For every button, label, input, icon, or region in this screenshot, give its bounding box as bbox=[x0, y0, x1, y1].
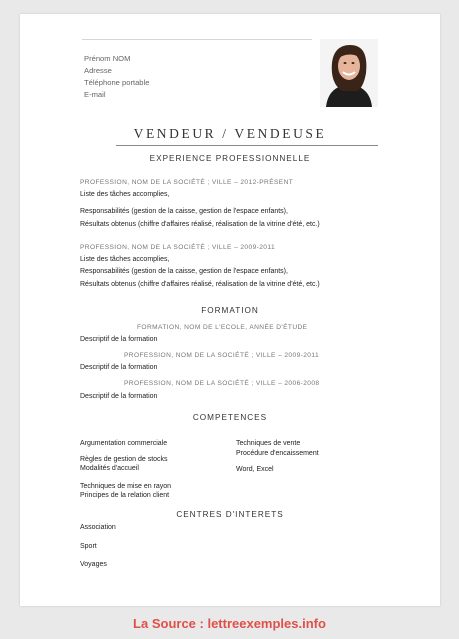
contact-email: E-mail bbox=[84, 90, 106, 99]
formation-header: PROFESSION, NOM DE LA SOCIÉTÉ ; VILLE – 2006-2008 bbox=[124, 380, 320, 387]
job-line: Liste des tâches accomplies, bbox=[80, 191, 170, 198]
contact-phone: Téléphone portable bbox=[84, 78, 150, 87]
interest-item: Association bbox=[80, 524, 116, 531]
formation-heading: FORMATION bbox=[201, 306, 259, 315]
competences-heading: COMPETENCES bbox=[192, 413, 268, 422]
skill-item: Règles de gestion de stocks bbox=[80, 456, 168, 463]
skill-item: Modalités d'accueil bbox=[80, 465, 139, 472]
source-credit: La Source : lettreexemples.info bbox=[133, 616, 326, 631]
formation-header: PROFESSION, NOM DE LA SOCIÉTÉ ; VILLE – 2009-2011 bbox=[124, 352, 320, 359]
skill-item: Argumentation commerciale bbox=[80, 440, 168, 447]
job-line: Responsabilités (gestion de la caisse, gestion de l'espace enfants), bbox=[80, 208, 288, 215]
job-line: Responsabilités (gestion de la caisse, gestion de l'espace enfants), bbox=[80, 268, 288, 275]
interest-item: Sport bbox=[80, 543, 97, 550]
job-line: Résultats obtenus (chiffre d'affaires réalisé, réalisation de la vitrine d'été, etc.) bbox=[80, 221, 320, 228]
contact-address: Adresse bbox=[84, 66, 112, 75]
interest-item: Voyages bbox=[80, 561, 107, 568]
experience-heading: EXPERIENCE PROFESSIONNELLE bbox=[149, 154, 311, 163]
formation-desc: Descriptif de la formation bbox=[80, 336, 158, 343]
contact-name: Prénom NOM bbox=[84, 54, 131, 63]
cv-title: VENDEUR / VENDEUSE bbox=[133, 126, 327, 141]
title-divider bbox=[116, 145, 378, 146]
interets-heading: CENTRES D'INTERETS bbox=[176, 510, 284, 519]
skill-item: Principes de la relation client bbox=[80, 492, 170, 499]
formation-desc: Descriptif de la formation bbox=[80, 364, 158, 371]
skill-item: Word, Excel bbox=[236, 466, 274, 473]
formation-desc: Descriptif de la formation bbox=[80, 393, 158, 400]
job-line: Liste des tâches accomplies, bbox=[80, 256, 170, 263]
formation-header: FORMATION, NOM DE L'ECOLE, ANNÉE D'ÉTUDE bbox=[137, 324, 308, 331]
job-header: PROFESSION, NOM DE LA SOCIÉTÉ ; VILLE – 2012-PRÉSENT bbox=[80, 179, 294, 186]
skill-item: Techniques de mise en rayon bbox=[80, 483, 172, 490]
cv-page bbox=[20, 14, 440, 606]
skill-item: Techniques de vente bbox=[236, 440, 301, 447]
top-divider bbox=[82, 39, 312, 40]
skill-item: Procédure d'encaissement bbox=[236, 450, 319, 457]
job-line: Résultats obtenus (chiffre d'affaires réalisé, réalisation de la vitrine d'été, etc.) bbox=[80, 281, 320, 288]
profile-photo bbox=[320, 39, 378, 107]
job-header: PROFESSION, NOM DE LA SOCIÉTÉ ; VILLE – 2009-2011 bbox=[80, 244, 276, 251]
